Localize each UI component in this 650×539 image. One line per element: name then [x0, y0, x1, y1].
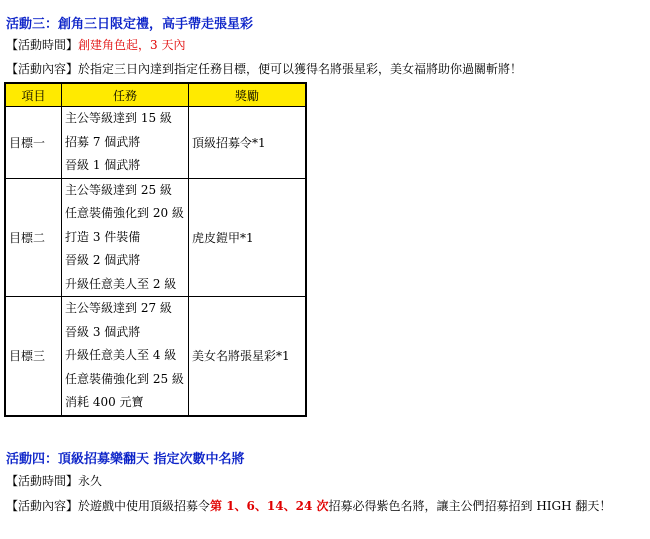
row-reward: 美女名將張星彩*1	[189, 297, 307, 416]
table-row	[5, 178, 306, 297]
task-line: 消耗 400 元寶	[65, 395, 144, 409]
activity4-time-value: 永久	[78, 474, 103, 488]
task-line: 打造 3 件裝備	[65, 229, 141, 244]
table-row	[5, 297, 306, 416]
header-item: 項目	[5, 83, 62, 107]
activity4-content-label: 【活動內容】	[6, 499, 79, 513]
activity4-content-suffix: 招募必得紫色名將，讓主公們招募招到 HIGH 翻天！	[328, 499, 612, 513]
activity3-content-value: 於指定三日內達到指定任務目標，便可以獲得名將張星彩，美女福將助你過關斬將！	[78, 62, 523, 76]
activity3-time-label: 【活動時間】	[6, 38, 79, 52]
row-tasks	[62, 297, 189, 416]
activity3-time	[6, 36, 185, 53]
task-line: 晉級 1 個武將	[65, 158, 141, 172]
header-task: 任務	[62, 83, 189, 107]
row-reward: 虎皮鎧甲*1	[189, 178, 307, 297]
table-row	[5, 107, 306, 179]
task-line: 任意裝備強化到 20 級	[65, 206, 184, 220]
task-line: 主公等級達到 25 級	[65, 182, 172, 197]
activity4-time-label: 【活動時間】	[6, 474, 79, 488]
activity4-content-highlight: 第 1、6、14、24 次	[210, 499, 329, 513]
activity3-task-table	[4, 82, 307, 417]
task-line: 招募 7 個武將	[65, 134, 141, 149]
row-reward: 頂級招募令*1	[189, 107, 307, 179]
header-reward: 獎勵	[189, 83, 307, 107]
row-tasks	[62, 107, 189, 179]
row-item: 目標一	[5, 107, 62, 179]
table-header-row	[5, 83, 306, 107]
task-line: 晉級 3 個武將	[65, 324, 141, 339]
task-line: 主公等級達到 15 級	[65, 111, 172, 125]
activity4-content-prefix: 於遊戲中使用頂級招募令	[78, 499, 211, 513]
row-tasks	[62, 178, 189, 297]
task-line: 升級任意美人至 4 級	[65, 348, 177, 362]
activity4-time	[6, 472, 102, 489]
activity4-content	[6, 497, 611, 514]
row-item: 目標三	[5, 297, 62, 416]
task-line: 晉級 2 個武將	[65, 253, 141, 267]
task-line: 主公等級達到 27 級	[65, 301, 172, 315]
activity4-title: 活動四：頂級招募樂翻天 指定次數中名將	[6, 452, 245, 467]
row-item: 目標二	[5, 178, 62, 297]
activity3-content-label: 【活動內容】	[6, 62, 79, 76]
task-line: 升級任意美人至 2 級	[65, 276, 177, 291]
activity3-title: 活動三：創角三日限定禮，高手帶走張星彩	[6, 17, 254, 32]
task-line: 任意裝備強化到 25 級	[65, 371, 184, 386]
activity3-content	[6, 60, 522, 77]
activity3-time-value: 創建角色起，3 天內	[78, 38, 186, 52]
